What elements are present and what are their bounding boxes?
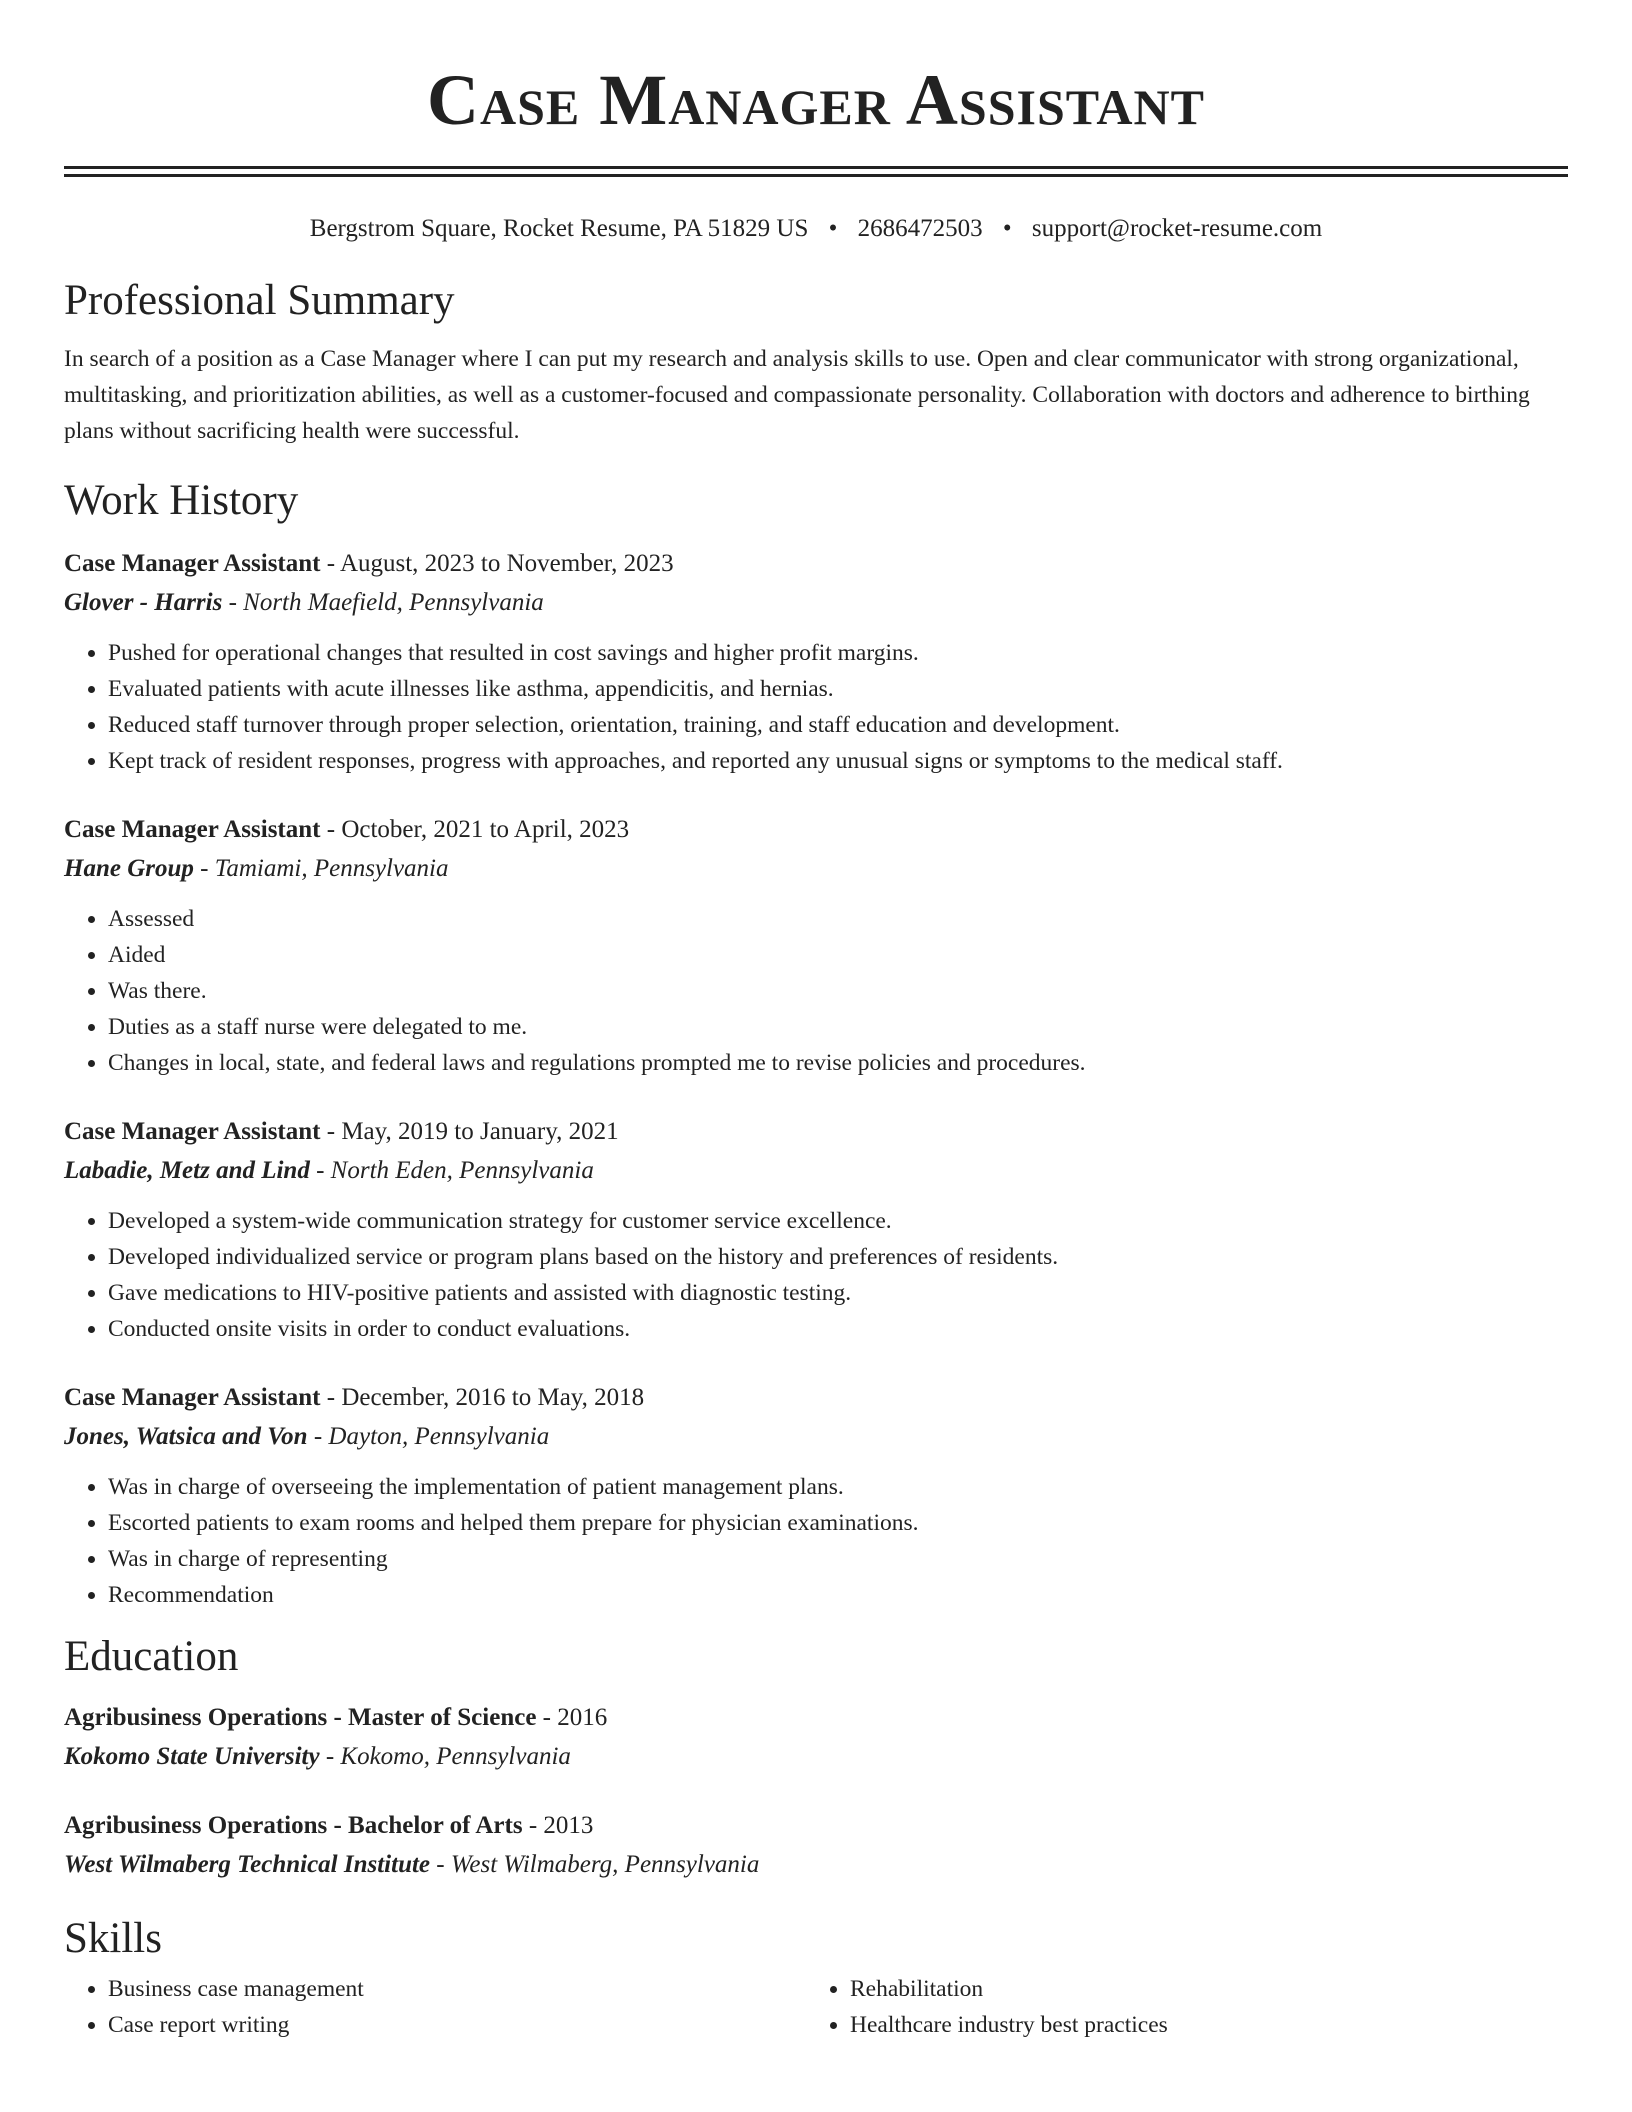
skills-column-right [806, 1971, 1548, 2043]
contact-email: support@rocket-resume.com [1031, 215, 1323, 242]
job-bullet: • Kept track of resident responses, progress with approaches, and reported any unusual signs or symptoms to the medical staff. [108, 743, 1568, 779]
job-location: North Eden, Pennsylvania [330, 1157, 594, 1184]
job-bullet: • Aided [108, 937, 1568, 973]
summary-text: In search of a position as a Case Manager where I can put my research and analysis skills to use. Open and clear communicator with strong organizational, multitasking, and prioritization abilities, as well as a customer-focused and compassionate personality. Collaboration with doctors and adherence to birthing plans without sacrificing health were successful. [64, 346, 1530, 444]
job-dates: October, 2021 to April, 2023 [341, 816, 630, 843]
job-bullet: • Duties as a staff nurse were delegated to me. [108, 1009, 1568, 1045]
education-school: West Wilmaberg Technical Institute [64, 1851, 431, 1878]
summary-heading: Professional Summary [64, 277, 455, 324]
job-location: North Maefield, Pennsylvania [243, 589, 544, 616]
job-bullets [64, 1469, 1568, 1613]
contact-line [64, 213, 1568, 245]
job-bullets [64, 1203, 1568, 1347]
job-employer-line: Glover - Harris - North Maefield, Pennsylvania [64, 589, 544, 616]
education-location: West Wilmaberg, Pennsylvania [450, 1851, 760, 1878]
job-employer-line: Hane Group - Tamiami, Pennsylvania [64, 855, 449, 882]
job-bullet: • Changes in local, state, and federal laws and regulations prompted me to revise policies and procedures. [108, 1045, 1568, 1081]
resume-name: Case Manager Assistant [426, 60, 1205, 140]
job-bullet: • Developed individualized service or program plans based on the history and preferences of residents. [108, 1239, 1568, 1275]
job-bullets [64, 901, 1568, 1081]
job-location: Dayton, Pennsylvania [328, 1423, 550, 1450]
job-bullet: • Was there. [108, 973, 1568, 1009]
contact-address: Bergstrom Square, Rocket Resume, PA 51829 US [309, 215, 809, 242]
education-school-line: Kokomo State University - Kokomo, Pennsylvania [64, 1743, 571, 1770]
job-bullet: • Escorted patients to exam rooms and helped them prepare for physician examinations. [108, 1505, 1568, 1541]
education-entry [64, 1807, 1568, 1885]
skill-item: • Business case management [108, 1971, 806, 2007]
job-title: Case Manager Assistant [64, 550, 321, 577]
job-company: Labadie, Metz and Lind [64, 1157, 310, 1184]
education-school: Kokomo State University [64, 1743, 320, 1770]
education-degree: Agribusiness Operations - Bachelor of Arts [64, 1812, 523, 1839]
contact-phone: 2686472503 [857, 215, 983, 242]
job-bullet: • Developed a system-wide communication strategy for customer service excellence. [108, 1203, 1568, 1239]
education-list [64, 1699, 1568, 1885]
job-title: Case Manager Assistant [64, 816, 321, 843]
job-header: Case Manager Assistant - May, 2019 to January, 2021 [64, 1118, 619, 1145]
skills-column-left [64, 1971, 806, 2043]
skills-heading: Skills [64, 1915, 162, 1962]
education-header: Agribusiness Operations - Master of Science - 2016 [64, 1704, 608, 1731]
job-bullet: • Was in charge of representing [108, 1541, 1568, 1577]
work-history-list [64, 545, 1568, 1613]
education-heading: Education [64, 1633, 239, 1680]
job-dates: May, 2019 to January, 2021 [341, 1118, 619, 1145]
job-bullets [64, 635, 1568, 779]
education-location: Kokomo, Pennsylvania [340, 1743, 571, 1770]
skill-item: • Case report writing [108, 2007, 806, 2043]
education-header: Agribusiness Operations - Bachelor of Arts - 2013 [64, 1812, 594, 1839]
job-bullet: • Recommendation [108, 1577, 1568, 1613]
job-employer-line: Labadie, Metz and Lind - North Eden, Pennsylvania [64, 1157, 594, 1184]
job-title: Case Manager Assistant [64, 1118, 321, 1145]
job-dates: December, 2016 to May, 2018 [341, 1384, 645, 1411]
job-location: Tamiami, Pennsylvania [214, 855, 449, 882]
job-bullet: • Reduced staff turnover through proper selection, orientation, training, and staff education and development. [108, 707, 1568, 743]
job-bullet: • Gave medications to HIV-positive patients and assisted with diagnostic testing. [108, 1275, 1568, 1311]
contact-separator: • [1002, 215, 1012, 242]
job-header: Case Manager Assistant - August, 2023 to November, 2023 [64, 550, 674, 577]
job-bullet: • Evaluated patients with acute illnesses like asthma, appendicitis, and hernias. [108, 671, 1568, 707]
header-double-rule [64, 166, 1568, 177]
job-bullet: • Assessed [108, 901, 1568, 937]
job-company: Jones, Watsica and Von [64, 1423, 308, 1450]
contact-separator: • [828, 215, 838, 242]
education-school-line: West Wilmaberg Technical Institute - West Wilmaberg, Pennsylvania [64, 1851, 760, 1878]
job-bullet: • Was in charge of overseeing the implementation of patient management plans. [108, 1469, 1568, 1505]
job-bullet: • Conducted onsite visits in order to conduct evaluations. [108, 1311, 1568, 1347]
job-title: Case Manager Assistant [64, 1384, 321, 1411]
job-company: Hane Group [64, 855, 194, 882]
job-dates: August, 2023 to November, 2023 [339, 550, 674, 577]
education-year: 2013 [543, 1812, 594, 1839]
education-year: 2016 [557, 1704, 608, 1731]
education-entry [64, 1699, 1568, 1777]
job-bullet: • Pushed for operational changes that resulted in cost savings and higher profit margins. [108, 635, 1568, 671]
job-header: Case Manager Assistant - December, 2016 to May, 2018 [64, 1384, 645, 1411]
education-degree: Agribusiness Operations - Master of Science [64, 1704, 537, 1731]
job-header: Case Manager Assistant - October, 2021 to April, 2023 [64, 816, 630, 843]
skill-item: • Rehabilitation [850, 1971, 1548, 2007]
skills-grid [64, 1971, 1568, 2043]
job-entry [64, 811, 1568, 1081]
work-history-heading: Work History [64, 477, 299, 524]
skill-item: • Healthcare industry best practices [850, 2007, 1548, 2043]
job-entry [64, 545, 1568, 779]
job-company: Glover - Harris [64, 589, 223, 616]
job-entry [64, 1113, 1568, 1347]
job-employer-line: Jones, Watsica and Von - Dayton, Pennsylvania [64, 1423, 550, 1450]
job-entry [64, 1379, 1568, 1613]
